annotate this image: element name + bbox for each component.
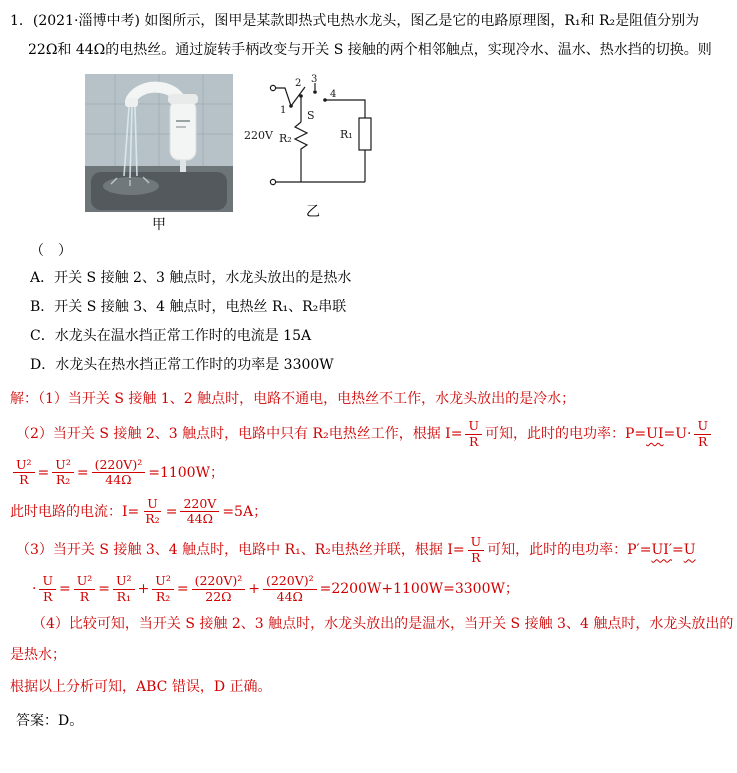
formula-text: U [683,542,696,559]
fraction: $\frac{\text{(220V)²}}{44\Omega}$ [92,458,146,488]
formula-text: 此时电路的电流：I= [10,503,140,520]
heater-body [170,100,196,160]
mount-pipe [180,160,186,172]
solution-line-2 [10,419,731,449]
formula-text: （3）当开关 S 接触 3、4 触点时，电路中 R₁、R₂电热丝并联，根据 I= [16,542,465,559]
contact-3-label: 3 [311,73,318,85]
option-d: D．水龙头在热水挡正常工作时的功率是 3300W [30,356,334,373]
formula-text: 根据以上分析可知，ABC 错误，D 正确。 [10,678,272,695]
formula-text: （4）比较可知，当开关 S 接触 2、3 触点时，水龙头放出的是温水，当开关 S 接触 3、4 触点时，水龙头放出的 [32,615,734,632]
formula-text: = [37,464,50,481]
faucet-photo [85,74,233,212]
question-line-1: 1．(2021·淄博中考) 如图所示，图甲是某款即热式电热水龙头，图乙是它的电路原理图，R₁和 R₂是阻值分别为 [10,13,700,29]
formula-text: UI′ [651,542,672,559]
formula-text: = [165,503,178,520]
formula-text: = [176,581,189,598]
contact-2-label: 2 [295,77,302,89]
fraction: $\frac{U}{\text{R₂}}$ [145,495,160,527]
solution-line-3 [10,458,731,488]
figures-row [85,74,731,234]
formula-text: UI [646,426,664,443]
option-b: B．开关 S 接触 3、4 触点时，电热丝 R₁、R₂串联 [30,298,347,315]
fraction: $\frac{U}{R}$ [694,419,711,449]
right-top-wire [325,100,365,118]
r2-label: R₂ [279,131,292,145]
formula-text: = [672,542,684,559]
formula-text: =U· [663,426,692,443]
fraction: $\frac{U}{R}$ [465,419,482,449]
figure-caption-yi: 乙 [306,203,320,220]
formula-text: + [137,581,150,598]
water-splash-pool [103,177,159,195]
answer-line: 答案：D。 [16,713,84,730]
solution-block [10,388,734,698]
answer-bracket: （ ） [30,242,72,259]
formula-text: 可知，此时的电功率：P= [484,426,647,443]
fraction: $\frac{\text{U²}}{R}$ [13,458,35,488]
contact-4-label: 4 [330,88,337,100]
formula-text: 解：（1）当开关 S 接触 1、2 触点时，电路不通电，电热丝不工作，水龙头放出的是冷水； [10,390,576,407]
solution-line-1 [10,388,731,410]
solution-line-5 [10,535,731,565]
formula-text: = [98,581,111,598]
solution-line-9 [10,676,731,698]
figure-caption-jia: 甲 [152,216,166,233]
heater-label-mark2 [176,126,186,128]
switch-label: S [307,108,315,122]
formula-text: =5A； [222,503,268,520]
fraction: $\frac{\text{U²}}{R}$ [74,574,96,604]
fraction: $\frac{\text{U²}}{\text{R₂}}$ [152,574,174,604]
formula-text: （2）当开关 S 接触 2、3 触点时，电路中只有 R₂电热丝工作，根据 I= [16,426,463,443]
formula-text: 是热水； [10,647,66,664]
fraction: $\frac{\text{U²}}{\text{R₁}}$ [113,574,135,604]
heater-top-cap [168,94,198,104]
fraction: $\frac{U}{R}$ [39,574,56,604]
formula-text: + [248,581,260,598]
terminal-bottom [270,179,275,184]
option-c: C．水龙头在温水挡正常工作时的电流是 15A [30,327,312,344]
switch-arm [291,87,305,106]
terminal-top [270,85,275,90]
solution-line-6 [10,574,731,604]
formula-text: = [76,464,89,481]
fraction: $\frac{\text{(220V)²}}{22\Omega}$ [192,574,246,604]
faucet-nozzle [125,98,138,107]
r1-label: R₁ [340,127,353,141]
contact-2-dot [299,94,303,98]
solution-line-4 [10,497,731,527]
formula-text: =2200W+1100W=3300W； [319,581,519,598]
voltage-label: 220V [244,128,273,142]
contact-3-dot [313,90,317,94]
question-line-2: 22Ω和 44Ω的电热丝。通过旋转手柄改变与开关 S 接触的两个相邻触点，实现冷水、温水、热水挡的切换。则 [28,42,712,59]
formula-text: 可知，此时的电功率：P′= [487,542,652,559]
formula-text: =1100W； [148,464,224,481]
option-a: A．开关 S 接触 2、3 触点时，水龙头放出的是热水 [30,269,352,286]
fraction: $\frac{220V}{44\Omega}$ [180,497,219,527]
formula-text: · [32,581,37,598]
contact-1-label: 1 [280,104,287,116]
resistor-r2-zigzag [295,122,307,152]
solution-line-8 [10,644,731,666]
figure-circuit [243,74,383,221]
heater-label-mark [176,120,190,122]
contact-1-dot [289,104,293,108]
resistor-r1-box [359,118,371,150]
solution-line-7 [10,613,734,635]
fraction: $\frac{U}{R}$ [468,535,485,565]
circuit-diagram [243,74,383,199]
fraction: $\frac{\text{U²}}{\text{R₂}}$ [52,458,74,488]
contact-4-dot [323,98,327,102]
formula-text: = [59,581,71,598]
figure-faucet [85,74,233,234]
fraction: $\frac{\text{(220V)²}}{44\Omega}$ [263,574,317,604]
top-wire [276,88,292,106]
